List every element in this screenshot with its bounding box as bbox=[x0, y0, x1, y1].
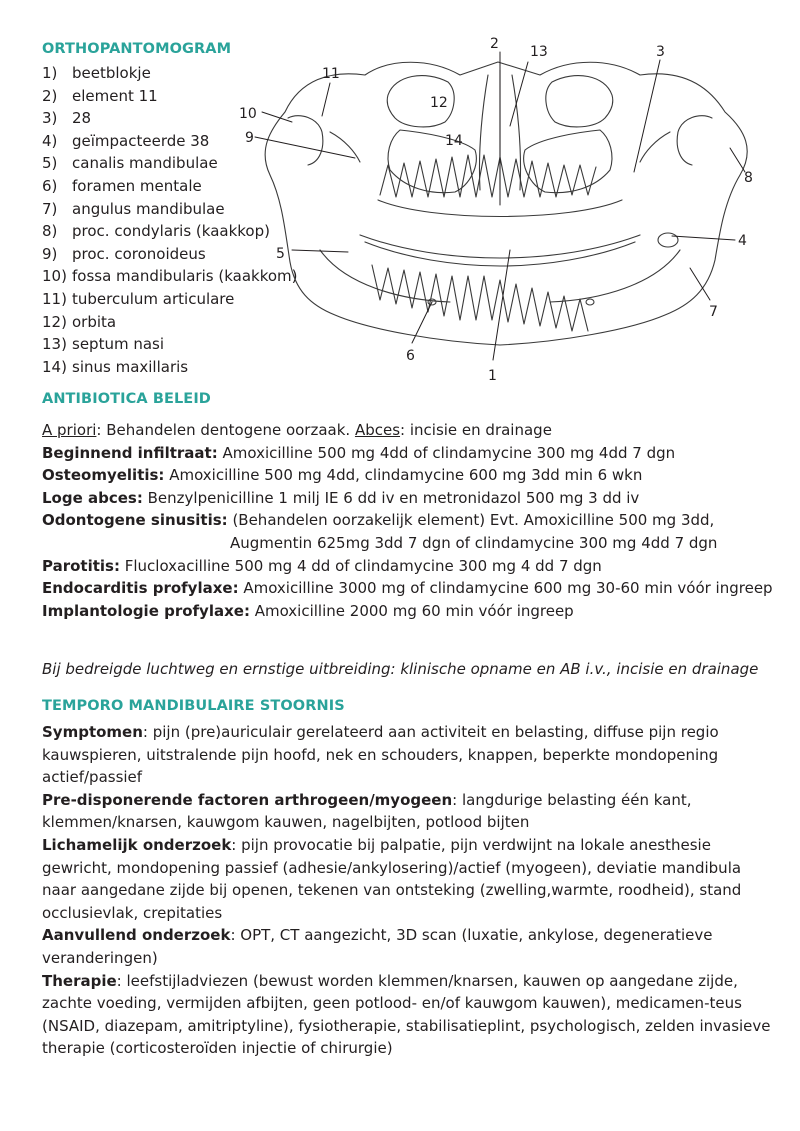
ab-row-continuation: Augmentin 625mg 3dd 7 dgn of clindamycine 300 mg 4dd 7 dgn bbox=[230, 533, 718, 552]
section-title-orthopantomogram: ORTHOPANTOMOGRAM bbox=[42, 41, 232, 57]
ab-row: Loge abces: Benzylpenicilline 1 milj IE 6 dd iv en metronidazol 500 mg 3 dd iv bbox=[42, 488, 640, 507]
callout-2: 2 bbox=[490, 36, 499, 52]
legend-item: 1) beetblokje bbox=[42, 64, 151, 82]
jaw-outline bbox=[265, 62, 747, 345]
tmd-paragraph: Pre-disponerende factoren arthrogeen/myogeen: langdurige belasting één kant, klemmen/knarsen, kauwgom kauwen, nagelbijten, potlood bijten bbox=[42, 790, 692, 832]
legend-item: 10) fossa mandibularis (kaakkom) bbox=[42, 267, 298, 286]
legend-item: 14) sinus maxillaris bbox=[42, 357, 189, 376]
ab-row: Odontogene sinusitis: (Behandelen oorzakelijk element) Evt. Amoxicilline 500 mg 3dd, bbox=[42, 511, 715, 530]
condyle-right bbox=[677, 116, 712, 165]
legend-item: 11) tuberculum articulare bbox=[42, 289, 235, 308]
callout-6: 6 bbox=[406, 348, 415, 364]
section-title-antibiotics: ANTIBIOTICA BELEID bbox=[42, 391, 211, 407]
impacted-molar bbox=[658, 233, 678, 247]
tmd-paragraph: Aanvullend onderzoek: OPT, CT aangezicht, 3D scan (luxatie, ankylose, degeneratieve veranderingen) bbox=[42, 926, 713, 967]
legend-item: 8) proc. condylaris (kaakkop) bbox=[42, 222, 270, 241]
orthopantomogram-diagram bbox=[0, 0, 800, 390]
legend-item: 9) proc. coronoideus bbox=[42, 244, 206, 263]
ab-row: Osteomyelitis: Amoxicilline 500 mg 4dd, clindamycine 600 mg 3dd min 6 wkn bbox=[42, 466, 643, 485]
legend-item: 7) angulus mandibulae bbox=[42, 199, 225, 218]
callout-5: 5 bbox=[276, 246, 285, 262]
antibiotics-policy bbox=[42, 419, 800, 622]
section-title-tmd: TEMPORO MANDIBULAIRE STOORNIS bbox=[42, 698, 345, 714]
ab-row: Beginnend infiltraat: Amoxicilline 500 mg 4dd of clindamycine 300 mg 4dd 7 dgn bbox=[42, 443, 676, 462]
callout-8: 8 bbox=[744, 170, 753, 186]
lower-teeth bbox=[372, 265, 588, 331]
callout-13: 13 bbox=[530, 44, 548, 60]
legend-item: 12) orbita bbox=[42, 312, 117, 331]
legend-item: 4) geïmpacteerde 38 bbox=[42, 131, 210, 150]
coronoid-left bbox=[330, 132, 360, 162]
apriori-line: A priori: Behandelen dentogene oorzaak. Abces: incisie en drainage bbox=[42, 421, 552, 439]
callout-7: 7 bbox=[709, 304, 718, 320]
ab-row: Implantologie profylaxe: Amoxicilline 2000 mg 60 min vóór ingreep bbox=[42, 601, 574, 620]
callout-11: 11 bbox=[322, 66, 340, 82]
legend-item: 6) foramen mentale bbox=[42, 176, 202, 195]
callout-10: 10 bbox=[239, 106, 257, 122]
legend-item: 5) canalis mandibulae bbox=[42, 154, 218, 173]
condyle-left bbox=[288, 116, 323, 165]
tmd-section bbox=[42, 721, 777, 1060]
tmd-paragraph: Symptomen: pijn (pre)auriculair gerelateerd aan activiteit en belasting, diffuse pijn regio kauwspieren, uitstralende pijn hoofd, nek en schouders, knappen, beperkte mondopening actief/passief bbox=[42, 723, 719, 787]
tmd-paragraph: Therapie: leefstijladviezen (bewust worden klemmen/knarsen, kauwen op aangedane zijde, zachte voeding, vermijden afbijten, geen potlood- en/of kauwgom kauwen), medicamen-teus (NSAID, diazepam, amitriptyline), fysiotherapie, stabilisatieplint, psychologisch, zelden invasieve therapie (corticosteroïden injectie of chirurgie) bbox=[42, 971, 771, 1058]
upper-teeth bbox=[380, 155, 596, 197]
callout-14: 14 bbox=[445, 133, 463, 149]
ab-row: Parotitis: Flucloxacilline 500 mg 4 dd of clindamycine 300 mg 4 dd 7 dgn bbox=[42, 556, 602, 575]
orbit-right bbox=[546, 76, 613, 127]
legend-item: 3) 28 bbox=[42, 109, 92, 128]
callout-3: 3 bbox=[656, 44, 665, 60]
legend-item: 13) septum nasi bbox=[42, 335, 165, 354]
coronoid-right bbox=[640, 132, 670, 162]
callout-12: 12 bbox=[430, 95, 448, 111]
diagram-callouts bbox=[239, 36, 753, 384]
callout-9: 9 bbox=[245, 130, 254, 146]
ab-row: Endocarditis profylaxe: Amoxicilline 3000 mg of clindamycine 600 mg 30-60 min vóór ingreep bbox=[42, 579, 773, 598]
callout-4: 4 bbox=[738, 233, 747, 249]
legend-item: 2) element 11 bbox=[42, 86, 158, 105]
callout-1: 1 bbox=[488, 368, 497, 384]
tmd-paragraph: Lichamelijk onderzoek: pijn provocatie bij palpatie, pijn verdwijnt na lokale anesthesie gewricht, mondopening passief (adhesie/ankylosering)/actief (myogeen), deviatie mandibula naar aangedane zijde bij openen, tekenen van ontsteking (zwelling,warmte, roodheid), stand occlusievlak, crepitaties bbox=[42, 835, 742, 922]
antibiotics-note: Bij bedreigde luchtweg en ernstige uitbreiding: klinische opname en AB i.v., incisie en drainage bbox=[42, 660, 759, 678]
